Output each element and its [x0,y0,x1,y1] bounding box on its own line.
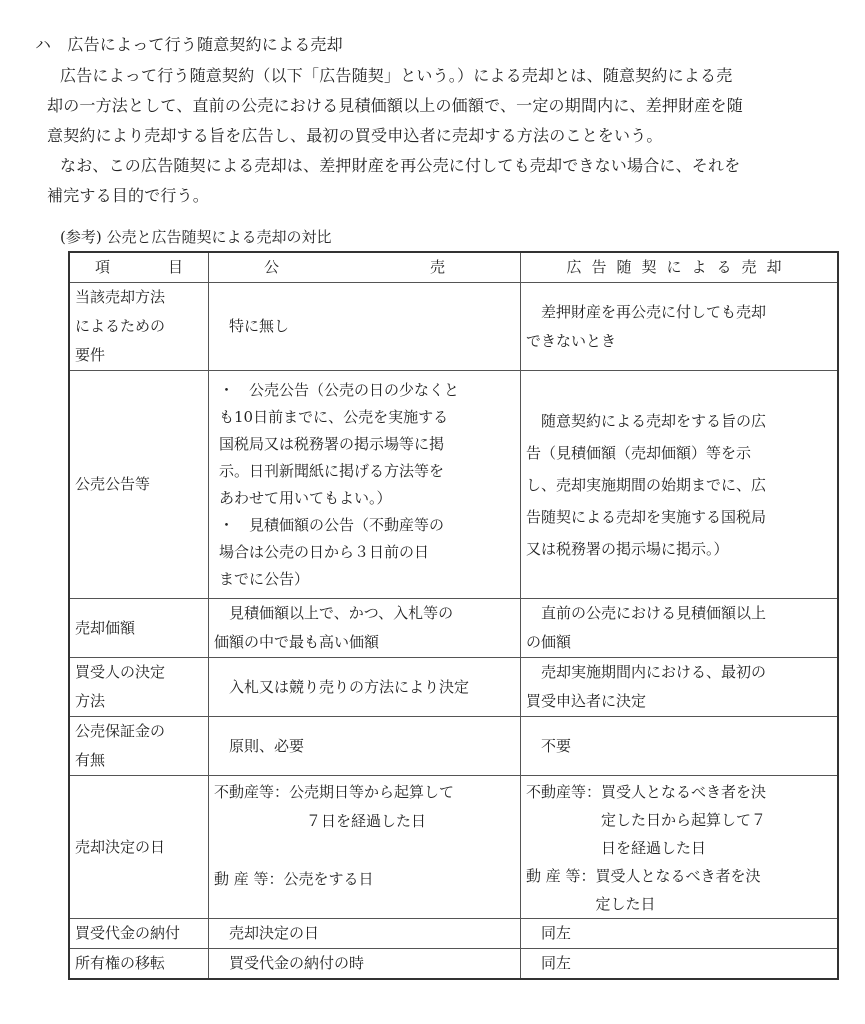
row-public-sale: 入札又は競り売りの方法により決定 [209,658,521,717]
cell-line: 随意契約による売却をする旨の広 [541,411,767,430]
table-row [69,599,838,658]
table-row [69,776,838,919]
paragraph-2-line-1: なお、この広告随契による売却は、差押財産を再公売に付しても売却できない場合に、それを [60,156,741,175]
row-public-sale: 原則、必要 [209,717,521,776]
item-line: によるための [75,317,166,335]
entry-value: 公売期日等から起算して [289,783,455,801]
header-item [69,252,209,283]
table-row [69,717,838,776]
cell-line: 告（見積価額（売却価額）等を示 [526,443,752,462]
table-row [69,283,838,371]
cell-line: 直前の公売における見積価額以上 [541,604,767,622]
row-ad-contract [521,776,839,919]
table-row [69,919,838,949]
movable-entry [526,862,832,918]
cell-line: 差押財産を再公売に付しても売却 [541,302,767,321]
item-line: 方法 [75,692,106,710]
row-public-sale [209,599,521,658]
table-row [69,658,838,717]
cell-line: あわせて用いてもよい。） [219,488,392,507]
entry-value-line: 定した日 [595,895,656,913]
section-heading: ハ 広告によって行う随意契約による売却 [35,35,343,54]
entry-value-line: 買受人となるべき者を決 [601,783,767,801]
cell-line: の価額 [526,633,572,651]
row-public-sale: 特に無し [209,283,521,371]
comparison-table [68,251,839,980]
row-ad-contract [521,371,839,599]
item-line: 要件 [75,346,106,364]
row-ad-contract: 不要 [521,717,839,776]
cell-line: 又は税務署の掲示場に掲示。） [526,539,729,558]
entry-label: 不動産等： [214,783,290,801]
entry-label: 不動産等： [526,783,602,801]
cell-line: し、売却実施期間の始期までに、広 [526,475,767,494]
paragraph-1-line-3: 意契約により売却する旨を広告し、最初の買受申込者に売却する方法のことをいう。 [47,126,663,145]
header-public-sale-part: 売 [429,258,455,276]
item-line: 公売保証金の [75,722,166,740]
cell-line: できないとき [526,331,617,350]
cell-line: 見積価額以上で、かつ、入札等の [229,604,454,622]
table-row [69,949,838,980]
header-item-part: 目 [167,258,183,276]
entry-label: 動 産 等： [214,870,284,888]
entry-value-line: 買受人となるべき者を決 [595,867,761,885]
entry-value-line: 定した日から起算して７ [601,811,767,829]
cell-line: も10日前までに、公売を実施する [219,407,449,426]
paragraph-1-line-2: 却の一方法として、直前の公売における見積価額以上の価額で、一定の期間内に、差押財産を随 [47,96,743,115]
header-public-sale [209,252,521,283]
cell-line: 価額の中で最も高い価額 [214,633,380,651]
cell-line: 買受申込者に決定 [526,692,647,710]
cell-line: 場合は公売の日から３日前の日 [219,542,430,561]
entry-value [596,862,832,918]
row-item [69,717,209,776]
row-public-sale: 売却決定の日 [209,919,521,949]
header-ad-contract: 広告随契による売却 [521,252,839,283]
row-item: 所有権の移転 [69,949,209,980]
row-ad-contract [521,599,839,658]
table-row [69,371,838,599]
item-line: 買受人の決定 [75,663,166,681]
header-item-part: 項 [95,258,111,276]
entry-value [601,778,832,862]
cell-line: までに公告） [219,569,310,588]
row-public-sale [209,371,521,599]
row-item [69,658,209,717]
row-public-sale [209,776,521,919]
paragraph-1-line-1: 広告によって行う随意契約（以下「広告随契」という。）による売却とは、随意契約による売 [60,66,733,85]
row-ad-contract [521,283,839,371]
table-header-row [69,252,838,283]
cell-line: 売却実施期間内における、最初の [541,663,767,681]
cell-line: 告随契による売却を実施する国税局 [526,507,767,526]
real-estate-entry [526,778,832,862]
item-line: 当該売却方法 [75,288,166,306]
paragraph-2-line-2: 補完する目的で行う。 [47,186,210,205]
row-item: 買受代金の納付 [69,919,209,949]
row-item: 公売公告等 [69,371,209,599]
row-public-sale: 買受代金の納付の時 [209,949,521,980]
entry-value-line: 日を経過した日 [601,839,707,857]
entry-value: ７日を経過した日 [306,812,427,830]
cell-line: 示。日刊新聞紙に掲げる方法等を [219,461,445,480]
row-ad-contract: 同左 [521,949,839,980]
entry-value: 公売をする日 [283,870,374,888]
real-estate-entry [214,778,515,807]
cell-line: ・ 見積価額の公告（不動産等の [219,515,445,534]
entry-label: 動 産 等： [526,867,596,885]
row-item: 売却価額 [69,599,209,658]
row-ad-contract: 同左 [521,919,839,949]
row-item [69,283,209,371]
row-ad-contract [521,658,839,717]
cell-line: ・ 公売公告（公売の日の少なくと [219,380,460,399]
table-caption: (参考) 公売と広告随契による売却の対比 [60,228,332,246]
item-line: 有無 [75,751,106,769]
movable-entry [214,865,515,894]
cell-line: 国税局又は税務署の掲示場等に掲 [219,434,445,453]
header-public-sale-part: 公 [264,258,290,276]
row-item: 売却決定の日 [69,776,209,919]
